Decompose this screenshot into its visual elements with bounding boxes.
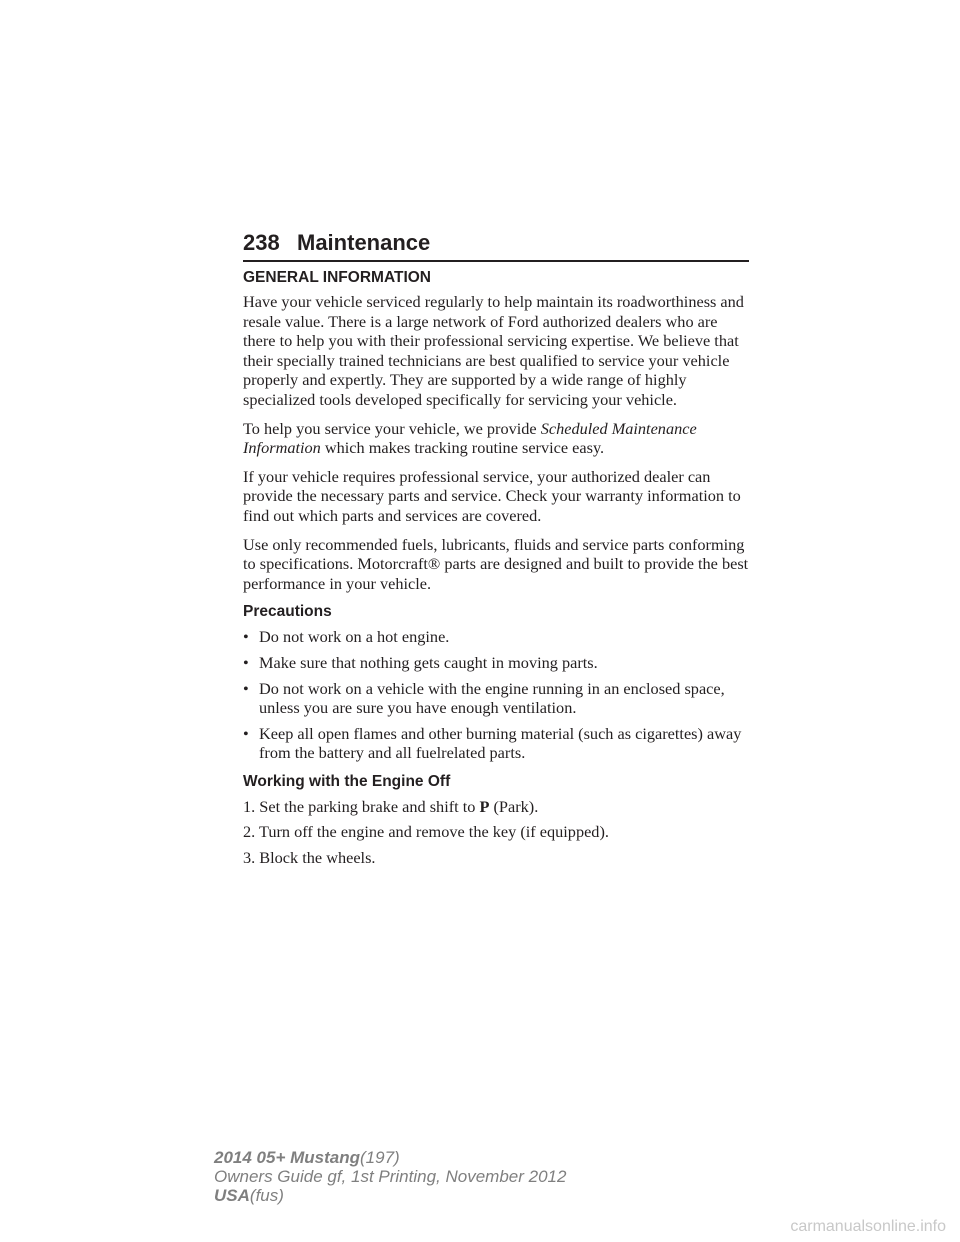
list-item-text: Keep all open flames and other burning material (such as cigarettes) away from the battery and all fuelrelated parts. bbox=[259, 723, 742, 763]
step-text: (Park). bbox=[489, 796, 539, 816]
bullet-icon: • bbox=[243, 678, 249, 698]
park-gear-label: P bbox=[479, 796, 490, 816]
scheduled-maintenance-reference: Scheduled Maintenance Information bbox=[243, 418, 697, 458]
footer-line: Owners Guide gf, 1st Printing, November 2012 bbox=[214, 1167, 567, 1186]
general-information-heading: GENERAL INFORMATION bbox=[243, 269, 432, 286]
page-number: 238 bbox=[243, 230, 280, 255]
step-item bbox=[243, 797, 753, 817]
step-item: 2. Turn off the engine and remove the key (if equipped). bbox=[243, 822, 609, 842]
list-item-text: Do not work on a vehicle with the engine running in an enclosed space, unless you are sure you have enough ventilation. bbox=[259, 678, 725, 718]
list-item-text: Do not work on a hot engine. bbox=[259, 627, 450, 647]
step-item: 3. Block the wheels. bbox=[243, 848, 376, 868]
footer-market-code: (fus) bbox=[249, 1186, 284, 1205]
footer-line bbox=[214, 1186, 566, 1205]
paragraph-servicing: Have your vehicle serviced regularly to help maintain its roadworthiness and resale value. There is a large network of Ford authorized dealers who are there to help you with their professional servicing expertise. We believe that their specially trained technicians are best qualified to service your vehicle properly and expertly. They are supported by a wide range of highly specialized tools developed specifically for servicing your vehicle. bbox=[243, 292, 744, 409]
paragraph-text: To help you service your vehicle, we provide bbox=[243, 418, 541, 438]
footer-market: USA bbox=[214, 1186, 250, 1205]
footer-page-code: (197) bbox=[360, 1148, 400, 1167]
watermark: carmanualsonline.info bbox=[790, 1218, 946, 1235]
step-text: 1. Set the parking brake and shift to bbox=[243, 796, 480, 816]
section-title: Maintenance bbox=[297, 230, 431, 255]
list-item bbox=[243, 724, 753, 763]
engine-off-heading: Working with the Engine Off bbox=[243, 772, 451, 790]
list-item bbox=[243, 627, 753, 647]
list-item bbox=[243, 653, 753, 673]
print-footer bbox=[214, 1148, 566, 1205]
engine-off-steps bbox=[243, 797, 753, 868]
page-content bbox=[243, 268, 753, 874]
paragraph-text: which makes tracking routine service easy. bbox=[320, 438, 605, 458]
paragraph-professional-service: If your vehicle requires professional service, your authorized dealer can provide the necessary parts and service. Check your warranty information to find out which parts and services are covered. bbox=[243, 466, 741, 525]
precautions-list bbox=[243, 627, 753, 763]
page-header bbox=[243, 230, 749, 262]
bullet-icon: • bbox=[243, 652, 249, 672]
list-item bbox=[243, 679, 753, 718]
list-item-text: Make sure that nothing gets caught in moving parts. bbox=[259, 652, 598, 672]
paragraph-scheduled-maintenance bbox=[243, 419, 753, 458]
bullet-icon: • bbox=[243, 723, 249, 743]
footer-line bbox=[214, 1148, 566, 1167]
bullet-icon: • bbox=[243, 627, 249, 647]
precautions-heading: Precautions bbox=[243, 603, 332, 621]
paragraph-recommended-parts: Use only recommended fuels, lubricants, fluids and service parts conforming to specifications. Motorcraft® parts are designed and built to provide the best performance in your vehicle. bbox=[243, 534, 749, 593]
footer-model: 2014 05+ Mustang bbox=[214, 1148, 360, 1167]
